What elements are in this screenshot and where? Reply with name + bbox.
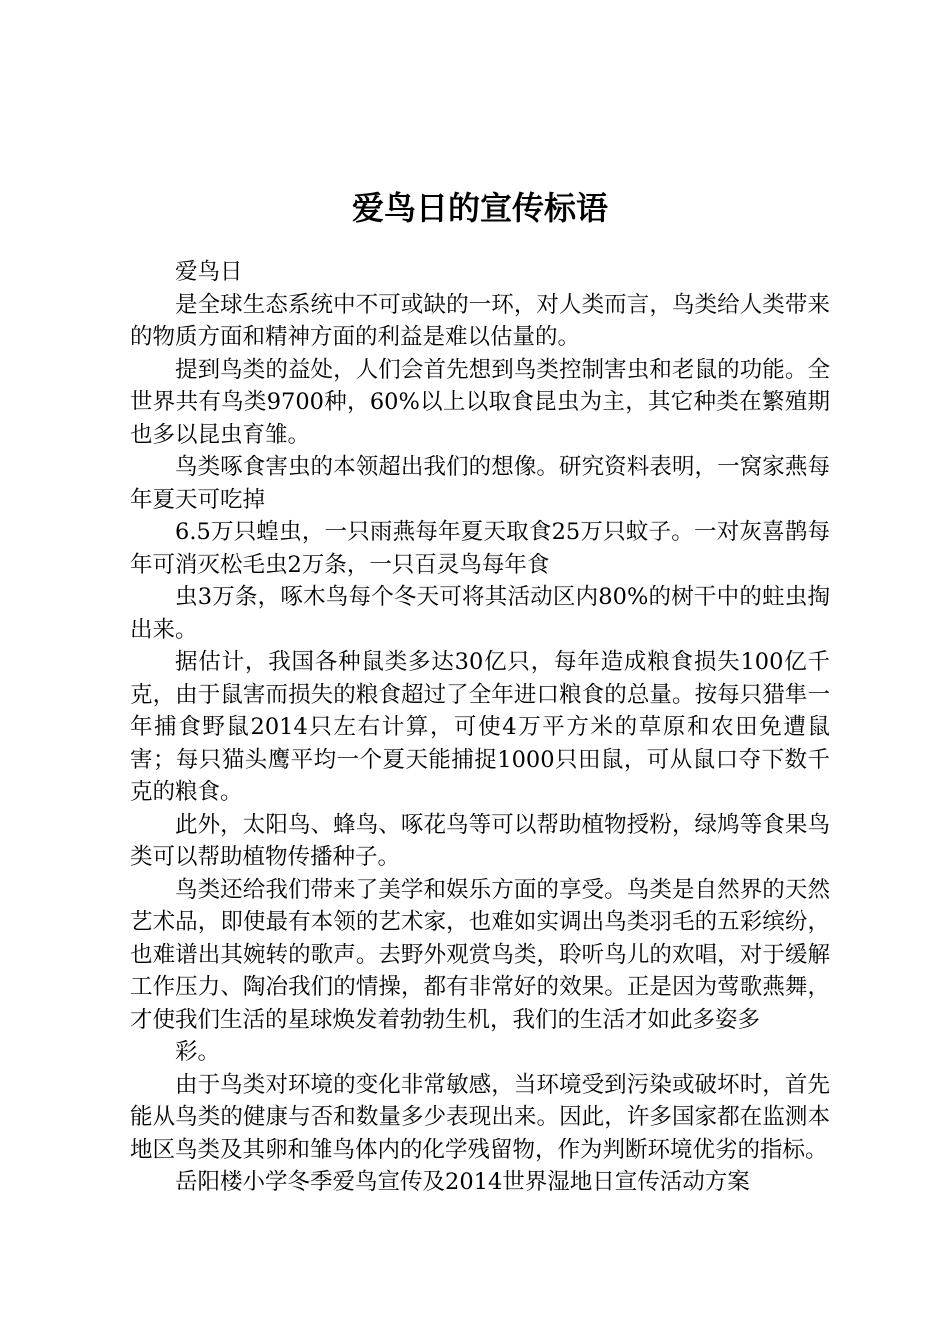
paragraph-5: 6.5万只蝗虫，一只雨燕每年夏天取食25万只蚊子。一对灰喜鹊每年可消灭松毛虫2万条，一只百灵鸟每年食 [130, 519, 830, 578]
paragraph-7: 据估计，我国各种鼠类多达30亿只，每年造成粮食损失100亿千克，由于鼠害而损失的粮食超过了全年进口粮食的总量。按每只猎隼一年捕食野鼠2014只左右计算，可使4万平方米的草原和农田免遭鼠害；每只猫头鹰平均一个夏天能捕捉1000只田鼠，可从鼠口夺下数千克的粮食。 [130, 649, 830, 805]
document-title: 爱鸟日的宣传标语 [351, 189, 608, 227]
paragraph-1: 爱鸟日 [175, 259, 243, 285]
paragraph-6: 虫3万条，啄木鸟每个冬天可将其活动区内80%的树干中的蛀虫掏出来。 [130, 584, 830, 643]
paragraph-11: 由于鸟类对环境的变化非常敏感，当环境受到污染或破坏时，首先能从鸟类的健康与否和数量多少表现出来。因此，许多国家都在监测本地区鸟类及其卵和雏鸟体内的化学残留物，作为判断环境优劣的指标。 [130, 1071, 830, 1163]
paragraph-4: 鸟类啄食害虫的本领超出我们的想像。研究资料表明，一窝家燕每年夏天可吃掉 [130, 454, 830, 513]
document-page [130, 180, 830, 1199]
paragraph-10: 彩。 [175, 1039, 221, 1065]
paragraph-9: 鸟类还给我们带来了美学和娱乐方面的享受。鸟类是自然界的天然艺术品，即使最有本领的艺术家，也难如实调出鸟类羽毛的五彩缤纷，也难谱出其婉转的歌声。去野外观赏鸟类，聆听鸟儿的欢唱，对于缓解工作压力、陶冶我们的情操，都有非常好的效果。正是因为莺歌燕舞，才使我们生活的星球焕发着勃勃生机，我们的生活才如此多姿多 [130, 876, 830, 1033]
paragraph-2: 是全球生态系统中不可或缺的一环，对人类而言，鸟类给人类带来的物质方面和精神方面的利益是难以估量的。 [130, 291, 830, 350]
paragraph-3: 提到鸟类的益处，人们会首先想到鸟类控制害虫和老鼠的功能。全世界共有鸟类9700种，60%以上以取食昆虫为主，其它种类在繁殖期也多以昆虫育雏。 [130, 356, 830, 448]
paragraph-12: 岳阳楼小学冬季爱鸟宣传及2014世界湿地日宣传活动方案 [175, 1169, 750, 1195]
paragraph-8: 此外，太阳鸟、蜂鸟、啄花鸟等可以帮助植物授粉，绿鸠等食果鸟类可以帮助植物传播种子。 [130, 811, 830, 870]
